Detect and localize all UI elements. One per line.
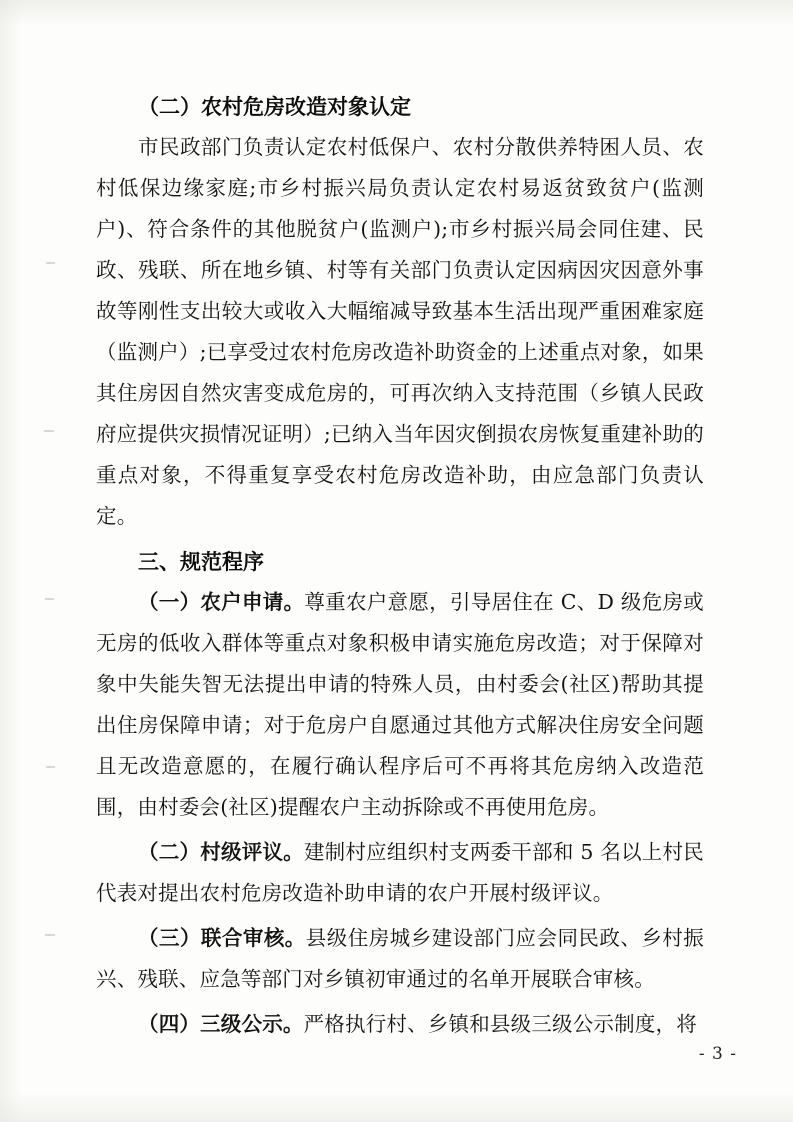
scan-artifact-mark bbox=[46, 766, 55, 768]
paragraph-household-application bbox=[96, 582, 704, 828]
scan-edge-shading-top bbox=[0, 0, 793, 26]
subsection-label-er: （二）村级评议。 bbox=[138, 840, 304, 864]
page-number: - 3 - bbox=[698, 1044, 737, 1064]
scan-edge-shading-left bbox=[0, 0, 22, 1122]
section-heading-er: （二）农村危房改造对象认定 bbox=[138, 94, 411, 119]
subsection-text-si: 严格执行村、乡镇和县级三级公示制度，将 bbox=[303, 1012, 697, 1036]
subsection-label-yi: （一）农户申请。 bbox=[138, 590, 305, 614]
scan-artifact-mark bbox=[45, 934, 55, 936]
scan-artifact-mark bbox=[44, 430, 54, 432]
subsection-text-san: 县级住房城乡建设部门应会同民政、乡村振兴、残联、应急等部门对乡镇初审通过的名单开展联合审核。 bbox=[96, 926, 704, 991]
paragraph-three-level-publicity bbox=[96, 1004, 704, 1045]
scan-edge-shading-bottom bbox=[0, 1092, 793, 1122]
section-heading-san: 三、规范程序 bbox=[138, 549, 264, 574]
paragraph-village-review bbox=[96, 832, 704, 914]
paragraph-recognition-of-targets: 市民政部门负责认定农村低保户、农村分散供养特困人员、农村低保边缘家庭;市乡村振兴局负责认定农村易返贫致贫户(监测户)、符合条件的其他脱贫户(监测户);市乡村振兴局会同住建、民政、残联、所在地乡镇、村等有关部门负责认定因病因灾因意外事故等刚性支出较大或收入大幅缩减导致基本生活出现严重困难家庭（监测户）;已享受过农村危房改造补助资金的上述重点对象，如果其住房因自然灾害变成危房的，可再次纳入支持范围（乡镇人民政府应提供灾损情况证明）;已纳入当年因灾倒损农房恢复重建补助的重点对象，不得重复享受农村危房改造补助，由应急部门负责认定。 bbox=[96, 135, 704, 528]
subsection-text-yi: 尊重农户意愿，引导居住在 C、D 级危房或无房的低收入群体等重点对象积极申请实施危房改造；对于保障对象中失能失智无法提出申请的特殊人员，由村委会(社区)帮助其提出住房保障申请；对于危房户自愿通过其他方式解决住房安全问题且无改造意愿的，在履行确认程序后可不再将其危房纳入改造范围，由村委会(社区)提醒农户主动拆除或不再使用危房。 bbox=[96, 590, 704, 819]
subsection-label-san: （三）联合审核。 bbox=[138, 926, 306, 950]
paragraph-joint-audit bbox=[96, 918, 704, 1000]
subsection-text-er: 建制村应组织村支两委干部和 5 名以上村民代表对提出农村危房改造补助申请的农户开展村级评议。 bbox=[96, 840, 704, 905]
scan-artifact-mark bbox=[45, 598, 54, 600]
subsection-label-si: （四）三级公示。 bbox=[138, 1012, 304, 1036]
document-body bbox=[96, 86, 704, 1036]
scan-artifact-mark bbox=[46, 262, 55, 264]
